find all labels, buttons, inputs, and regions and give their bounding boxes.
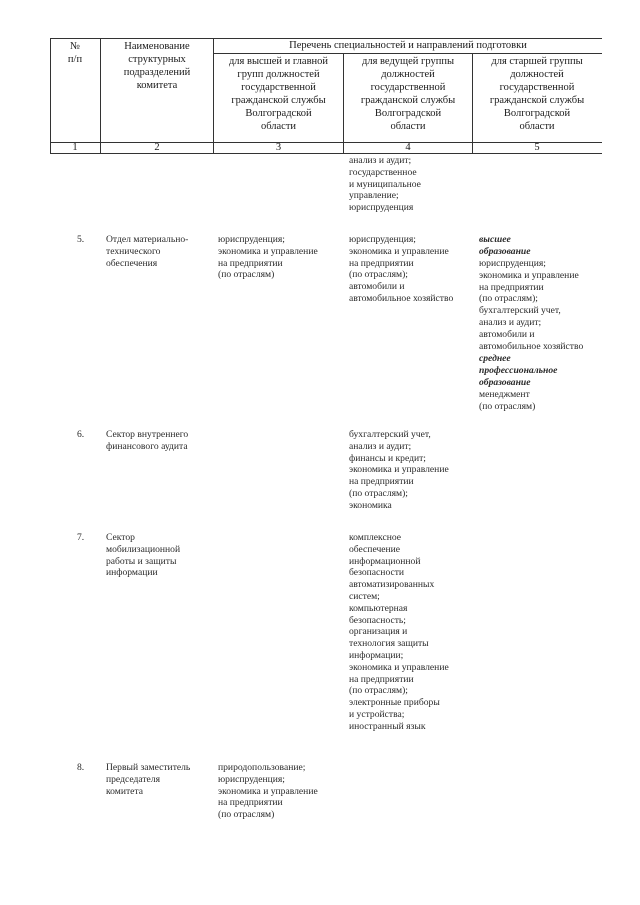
row-5-leading: юриспруденция; экономика и управление на предприятии (по отраслям); автомобили и автомобильное хозяйство (349, 234, 454, 304)
col-number-5: 5 (534, 142, 540, 153)
header-subdivider (213, 53, 602, 54)
col-number-1: 1 (72, 142, 78, 153)
row-8-higher: природопользование; юриспруденция; экономика и управление на предприятии (по отраслям) (218, 762, 318, 821)
row-5-num: 5. (77, 234, 85, 245)
row-7-leading: комплексное обеспечение информационной безопасности автоматизированных систем; компьютерная безопасность; организация и технология защиты информации; экономика и управление на предприятии (по отраслям); электронные приборы и устройства; иностранный язык (349, 532, 449, 732)
header-col-higher: для высшей и главной групп должностей государственной гражданской службы Волгоградской области (228, 56, 329, 132)
row-6-name: Сектор внутреннего финансового аудита (106, 429, 189, 452)
col-number-2: 2 (154, 142, 160, 153)
row-8-num: 8. (77, 762, 85, 773)
row-6-leading: бухгалтерский учет, анализ и аудит; финансы и кредит; экономика и управление на предприятии (по отраслям); экономика (349, 429, 449, 511)
header-list-title: Перечень специальностей и направлений подготовки (289, 40, 527, 51)
header-name: Наименование структурных подразделений комитета (123, 41, 191, 91)
row-5-senior-heading-secondary: среднее профессиональное образование (479, 353, 558, 388)
continuation-leading: анализ и аудит; государственное и муниципальное управление; юриспруденция (349, 155, 421, 214)
header-col-leading: для ведущей группы должностей государственной гражданской службы Волгоградской области (360, 56, 456, 132)
row-8-name: Первый заместитель председателя комитета (106, 762, 191, 797)
col-number-3: 3 (275, 142, 282, 153)
row-5-higher: юриспруденция; экономика и управление на предприятии (по отраслям) (218, 234, 318, 281)
header-col-senior: для старшей группы должностей государственной гражданской службы Волгоградской области (489, 56, 585, 132)
row-6-num: 6. (77, 429, 85, 440)
header-num: № п/п (67, 41, 83, 65)
row-5-senior-higher: юриспруденция; экономика и управление на предприятии (по отраслям); бухгалтерский учет, анализ и аудит; автомобили и автомобильное хозяйство (479, 258, 584, 352)
row-5-name: Отдел материально- технического обеспечения (106, 234, 189, 269)
col-number-4: 4 (405, 142, 411, 153)
row-5-senior-heading-higher: высшее образование (479, 234, 531, 257)
number-row-bottom-border (50, 153, 602, 154)
row-7-name: Сектор мобилизационной работы и защиты информации (106, 532, 181, 579)
row-5-senior-secondary: менеджмент (по отраслям) (479, 389, 536, 412)
row-7-num: 7. (77, 532, 85, 543)
